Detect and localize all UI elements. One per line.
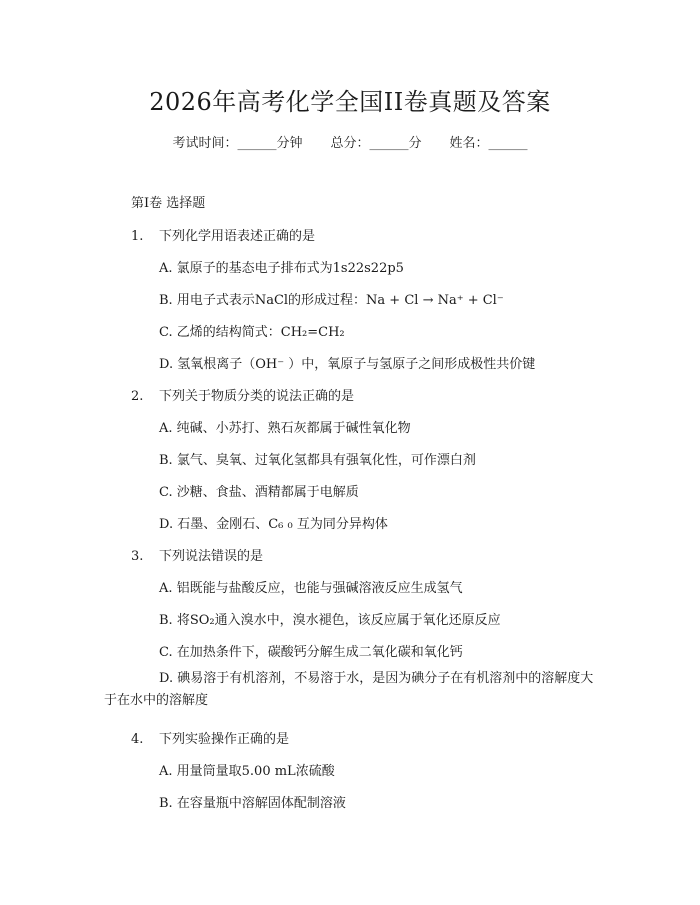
q1-option-b: B. 用电子式表示NaCl的形成过程：Na + Cl → Na⁺ + Cl⁻ <box>159 293 504 308</box>
question-3 <box>131 545 263 564</box>
section-heading: 第Ⅰ卷 选择题 <box>131 196 206 211</box>
exam-meta <box>0 132 700 151</box>
q4-option-b: B. 在容量瓶中溶解固体配制溶液 <box>159 796 346 811</box>
question-stem: 下列说法错误的是 <box>159 549 264 564</box>
student-name-field: 姓名：______ <box>449 136 528 151</box>
q3-option-d: D. 碘易溶于有机溶剂，不易溶于水，是因为碘分子在有机溶剂中的溶解度大于在水中的溶解度 <box>104 671 594 708</box>
question-stem: 下列化学用语表述正确的是 <box>159 229 316 244</box>
total-score-field: 总分：______分 <box>330 136 422 151</box>
q1-option-a: A. 氯原子的基态电子排布式为1s22s22p5 <box>159 261 404 276</box>
question-2 <box>131 385 354 404</box>
question-1 <box>131 225 315 244</box>
exam-time-field: 考试时间：______分钟 <box>172 136 303 151</box>
question-number: 2. <box>131 389 144 404</box>
q1-option-c: C. 乙烯的结构简式：CH₂=CH₂ <box>159 325 345 340</box>
question-number: 1. <box>131 229 144 244</box>
q4-option-a: A. 用量筒量取5.00 mL浓硫酸 <box>159 764 335 779</box>
question-4 <box>131 728 289 747</box>
q2-option-a: A. 纯碱、小苏打、熟石灰都属于碱性氧化物 <box>159 421 411 436</box>
question-number: 3. <box>131 549 144 564</box>
question-stem: 下列实验操作正确的是 <box>159 732 290 747</box>
q2-option-b: B. 氯气、臭氧、过氧化氢都具有强氧化性，可作漂白剂 <box>159 453 476 468</box>
q3-option-c: C. 在加热条件下，碳酸钙分解生成二氧化碳和氧化钙 <box>159 645 463 660</box>
question-stem: 下列关于物质分类的说法正确的是 <box>159 389 355 404</box>
q3-option-b: B. 将SO₂通入溴水中，溴水褪色，该反应属于氧化还原反应 <box>159 613 501 628</box>
q2-option-c: C. 沙糖、食盐、酒精都属于电解质 <box>159 485 359 500</box>
q1-option-d: D. 氢氧根离子（OH⁻ ）中，氧原子与氢原子之间形成极性共价键 <box>159 357 536 372</box>
q3-option-a: A. 铝既能与盐酸反应，也能与强碱溶液反应生成氢气 <box>159 581 463 596</box>
page-title: 2026年高考化学全国II卷真题及答案 <box>149 88 551 116</box>
q2-option-d: D. 石墨、金刚石、C₆ ₀ 互为同分异构体 <box>159 517 388 532</box>
question-number: 4. <box>131 732 144 747</box>
